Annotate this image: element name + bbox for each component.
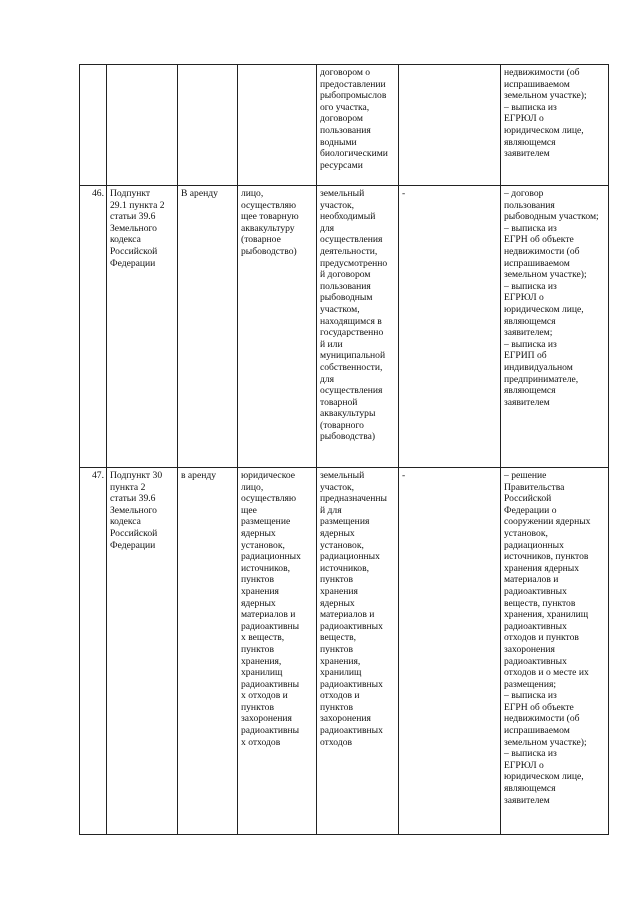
cell-line: – выписка из [504, 690, 557, 702]
cell-line: - [402, 470, 406, 481]
cell-line: аквакультуру [241, 222, 295, 234]
cell-line: договором о [320, 67, 371, 78]
cell-line: материалов и [241, 609, 296, 621]
cell-line: размещения [320, 516, 370, 528]
legal-basis-cell [107, 186, 178, 468]
cell-line: юридическом лице, [504, 124, 584, 136]
cell-line: участок, [320, 199, 355, 211]
cell-line: пользования [504, 199, 555, 211]
cell-line: для [320, 222, 335, 234]
legal-basis-cell [107, 468, 178, 835]
documents-cell [501, 468, 609, 835]
right-type-cell [178, 468, 238, 835]
cell-line: рыбоводство) [241, 245, 297, 257]
cell-line: размещение [241, 516, 291, 528]
row-number-cell: 46. [80, 186, 107, 468]
table-row [80, 186, 609, 468]
cell-line: муниципальной [320, 350, 386, 362]
cell-line: ядерных [320, 597, 355, 609]
cell-line: заявителем [504, 396, 550, 408]
cell-line: радиоактивных [320, 678, 383, 690]
cell-line: биологическими [320, 148, 388, 160]
cell-line: й договором [320, 269, 371, 281]
cell-line: – выписка из [504, 748, 557, 760]
legal-basis-cell [107, 65, 178, 186]
cell-line: земельном участке); [504, 736, 587, 748]
cell-line: 29.1 пункта 2 [110, 199, 165, 211]
cell-line: (товарное [241, 234, 281, 246]
cell-line: предпринимателе, [504, 373, 579, 385]
cell-line: собственности, [320, 361, 383, 373]
cell-line: аквакультуры [320, 408, 376, 420]
land-plot-table [79, 64, 609, 835]
cell-line: радиационных [241, 551, 301, 563]
cell-line: участок, [320, 481, 355, 493]
cell-line: радиоактивны [241, 620, 300, 632]
cell-line: находящимся в [320, 315, 382, 327]
cell-line: земельном участке); [504, 269, 587, 281]
cell-line: веществ, пунктов [504, 597, 576, 609]
cell-line: хранения, [320, 655, 361, 667]
cell-line: осуществляю [241, 493, 297, 505]
cell-line: Земельного [110, 222, 157, 234]
cell-line: Федерации о [504, 504, 557, 516]
cell-line: Федерации [110, 539, 156, 551]
cell-line: х веществ, [241, 632, 285, 644]
cell-line: материалов и [320, 609, 375, 621]
cell-line: хранения [241, 585, 279, 597]
cell-line: радиационных [504, 539, 564, 551]
cell-line: Федерации [110, 257, 156, 269]
cell-line: ядерных [241, 527, 276, 539]
extra-info-cell [399, 65, 501, 186]
row-number-cell: 47. [80, 468, 107, 835]
cell-line: В аренду [181, 188, 218, 199]
cell-line: индивидуальном [504, 361, 573, 373]
row-number-cell [80, 65, 107, 186]
cell-line: недвижимости (об [504, 67, 580, 78]
cell-line: радиоактивны [241, 678, 300, 690]
cell-line: размещения; [504, 678, 557, 690]
cell-line: – выписка из [504, 222, 557, 234]
land-plot-cell [317, 65, 399, 186]
cell-line: юридическое [241, 470, 296, 481]
cell-line: государственно [320, 327, 384, 339]
cell-line: радиационных [320, 551, 380, 563]
cell-line: ЕГРЮЛ о [504, 759, 544, 771]
cell-line: статьи 39.6 [110, 493, 156, 505]
cell-line: рыбоводным [320, 292, 373, 304]
cell-line: пунктов [241, 701, 274, 713]
cell-line: – выписка из [504, 280, 557, 292]
cell-line: ядерных [241, 597, 276, 609]
cell-line: рыбоводства) [320, 431, 376, 443]
cell-line: кодекса [110, 234, 141, 246]
cell-line: водными [320, 136, 357, 148]
cell-line: хранения, [241, 655, 282, 667]
extra-info-cell [399, 468, 501, 835]
land-plot-cell [317, 468, 399, 835]
cell-line: установок, [504, 527, 548, 539]
cell-line: Подпункт 30 [110, 470, 163, 481]
cell-line: й или [320, 338, 343, 350]
cell-line: захоронения [320, 713, 371, 725]
cell-line: пунктов [320, 701, 353, 713]
cell-line: рыбоводным участком; [504, 211, 599, 223]
cell-line: Российской [504, 493, 552, 505]
cell-line: договором [320, 113, 363, 125]
cell-line: ЕГРЮЛ о [504, 113, 544, 125]
cell-line: пользования [320, 124, 371, 136]
cell-line: статьи 39.6 [110, 211, 156, 223]
cell-line: участком, [320, 303, 360, 315]
cell-line: веществ, [320, 632, 356, 644]
cell-line: хранения ядерных [504, 562, 580, 574]
cell-line: необходимый [320, 211, 376, 223]
cell-line: недвижимости (об [504, 245, 580, 257]
cell-line: отходов [320, 736, 353, 748]
cell-line: (товарного [320, 419, 364, 431]
cell-line: отходов и о месте их [504, 667, 589, 679]
cell-line: заявителем [504, 794, 550, 806]
cell-line: х отходов и [241, 690, 288, 702]
cell-line: отходов и [320, 690, 360, 702]
cell-line: осуществления [320, 385, 383, 397]
right-type-cell [178, 65, 238, 186]
cell-line: хранилищ [241, 667, 283, 679]
cell-line: земельный [320, 470, 365, 481]
cell-line: осуществления [320, 234, 383, 246]
land-plot-cell [317, 186, 399, 468]
cell-line: – выписка из [504, 101, 557, 113]
cell-line: ЕГРИП об [504, 350, 547, 362]
cell-line: деятельности, [320, 245, 378, 257]
cell-line: ого участка, [320, 101, 370, 113]
cell-line: щее [241, 504, 257, 516]
cell-line: й для [320, 504, 342, 516]
documents-cell [501, 186, 609, 468]
applicant-cell [238, 468, 317, 835]
cell-line: рыбопромыслов [320, 90, 387, 102]
cell-line: ЕГРН об объекте [504, 234, 574, 246]
cell-line: радиоактивных [320, 725, 383, 737]
cell-line: являющемся [504, 783, 556, 795]
cell-line: Подпункт [110, 188, 151, 199]
cell-line: хранения [320, 585, 358, 597]
table-body [80, 65, 609, 835]
cell-line: захоронения [504, 643, 555, 655]
applicant-cell [238, 186, 317, 468]
documents-cell [501, 65, 609, 186]
cell-line: хранения, хранилищ [504, 609, 589, 621]
cell-line: являющемся [504, 136, 556, 148]
cell-line: - [402, 188, 406, 199]
cell-line: радиоактивных [504, 585, 567, 597]
right-type-cell [178, 186, 238, 468]
cell-line: кодекса [110, 516, 141, 528]
cell-line: в аренду [181, 470, 217, 481]
cell-line: – выписка из [504, 338, 557, 350]
cell-line: материалов и [504, 574, 559, 586]
extra-info-cell [399, 186, 501, 468]
cell-line: установок, [320, 539, 364, 551]
cell-line: источников, [320, 562, 369, 574]
cell-line: захоронения [241, 713, 292, 725]
cell-line: хранилищ [320, 667, 362, 679]
cell-line: ЕГРЮЛ о [504, 292, 544, 304]
cell-line: пункта 2 [110, 481, 146, 493]
cell-line: лицо, [241, 188, 264, 199]
cell-line: радиоактивны [241, 725, 300, 737]
cell-line: – договор [504, 188, 544, 199]
cell-line: щее товарную [241, 211, 299, 223]
cell-line: сооружении ядерных [504, 516, 591, 528]
cell-line: ресурсами [320, 159, 363, 171]
cell-line: юридическом лице, [504, 771, 584, 783]
cell-line: пользования [320, 280, 371, 292]
cell-line: юридическом лице, [504, 303, 584, 315]
cell-line: предусмотренно [320, 257, 388, 269]
cell-line: пунктов [241, 574, 274, 586]
cell-line: недвижимости (об [504, 713, 580, 725]
cell-line: Правительства [504, 481, 565, 493]
cell-line: Земельного [110, 504, 157, 516]
cell-line: отходов и пунктов [504, 632, 579, 644]
cell-line: товарной [320, 396, 358, 408]
cell-line: Российской [110, 527, 158, 539]
cell-line: – решение [504, 470, 547, 481]
cell-line: заявителем [504, 148, 550, 160]
cell-line: испрашиваемом [504, 725, 570, 737]
cell-line: заявителем; [504, 327, 553, 339]
cell-line: предоставлении [320, 78, 386, 90]
cell-line: являющемся [504, 315, 556, 327]
cell-line: источников, [241, 562, 290, 574]
cell-line: радиоактивных [504, 620, 567, 632]
table-row [80, 65, 609, 186]
cell-line: земельном участке); [504, 90, 587, 102]
cell-line: источников, пунктов [504, 551, 589, 563]
cell-line: х отходов [241, 736, 281, 748]
cell-line: испрашиваемом [504, 78, 570, 90]
cell-line: осуществляю [241, 199, 297, 211]
applicant-cell [238, 65, 317, 186]
cell-line: ЕГРН об объекте [504, 701, 574, 713]
cell-line: лицо, [241, 481, 264, 493]
cell-line: земельный [320, 188, 365, 199]
cell-line: предназначенны [320, 493, 387, 505]
cell-line: радиоактивных [320, 620, 383, 632]
cell-line: Российской [110, 245, 158, 257]
cell-line: для [320, 373, 335, 385]
cell-line: установок, [241, 539, 285, 551]
cell-line: пунктов [320, 643, 353, 655]
table-row [80, 468, 609, 835]
cell-line: пунктов [320, 574, 353, 586]
cell-line: являющемся [504, 385, 556, 397]
cell-line: ядерных [320, 527, 355, 539]
cell-line: испрашиваемом [504, 257, 570, 269]
cell-line: пунктов [241, 643, 274, 655]
cell-line: радиоактивных [504, 655, 567, 667]
